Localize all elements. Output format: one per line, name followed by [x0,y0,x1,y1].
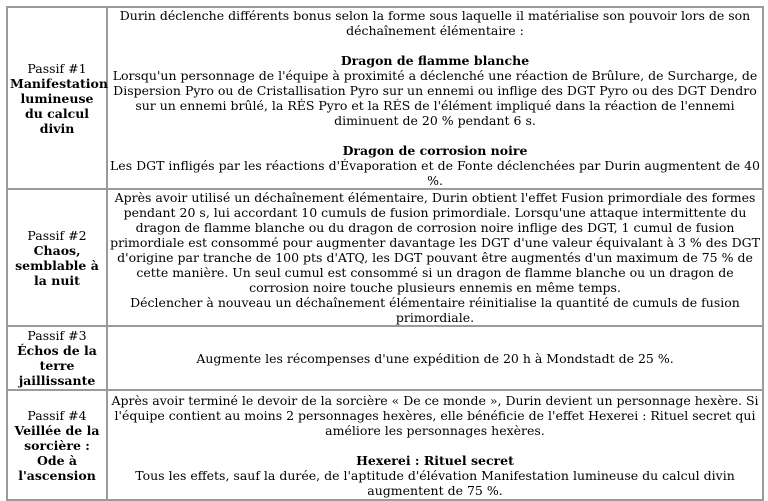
passive-description-text: Après avoir terminé le devoir de la sorcière « De ce monde », Durin devient un personnage hexère. Si l'équipe contient au moins 2 personnages hexères, elle bénéficie de l'effet Hexerei : Rituel secret qui améliore les personnages hexères. [111,392,759,438]
form-text-hexerei: Tous les effets, sauf la durée, de l'aptitude d'élévation Manifestation lumineuse du calcul divin augmentent de 75 %. [135,467,735,498]
form-title-hexerei: Hexerei : Rituel secret [356,452,514,468]
passive-title: Échos de la terre jaillissante [17,343,97,388]
passive-number: Passif #1 [27,60,87,76]
form-title-black-corrosion: Dragon de corrosion noire [342,143,528,158]
passive-number: Passif #2 [27,227,87,243]
passive-number: Passif #3 [27,328,87,343]
passive-number: Passif #4 [27,407,87,423]
passive-intro-text: Durin déclenche différents bonus selon la forme sous laquelle il matérialise son pouvoir lors de son déchaînement élémentaire : [119,8,751,38]
passive-name-cell-4 [7,390,107,500]
passive-description-text: Déclencher à nouveau un déchaînement élémentaire réinitialise la quantité de cumuls de fusion primordiale. [130,295,740,325]
passive-description-text: Augmente les récompenses d'une expédition de 20 h à Mondstadt de 25 %. [196,350,674,366]
passive-row-3 [7,326,763,390]
passive-title: Manifestation lumineuse du calcul divin [10,75,108,136]
passive-description-text: Après avoir utilisé un déchaînement élémentaire, Durin obtient l'effet Fusion primordiale des formes pendant 20 s, lui accordant 10 cumuls de fusion primordiale. Lorsqu'une attaque intermittente du dragon de flamme blanche ou du dragon de corrosion noire inflige des DGT, 1 cumul de fusion primordiale est consommé pour augmenter davantage les DGT d'une valeur équivalant à 3 % des DGT d'origine par tranche de 100 pts d'ATQ, les DGT pouvant être augmentés d'un maximum de 75 % de cette manière. Un seul cumul est consommé si un dragon de flamme blanche ou un dragon de corrosion noire touche plusieurs ennemis en même temps. [110,190,760,295]
passive-description-cell-2 [107,189,763,326]
form-text-black-corrosion: Les DGT infligés par les réactions d'Évaporation et de Fonte déclenchées par Durin augmentent de 40 %. [110,158,761,188]
passive-talents-table [6,6,764,501]
form-title-white-flame: Dragon de flamme blanche [340,53,530,68]
passive-row-4 [7,390,763,500]
paragraph-spacer [110,38,760,53]
passive-row-1 [7,7,763,189]
form-text-white-flame: Lorsqu'un personnage de l'équipe à proximité a déclenché une réaction de Brûlure, de Surcharge, de Dispersion Pyro ou de Cristallisation Pyro sur un ennemi ou inflige des DGT Pyro ou des DGT Dendro sur un ennemi brûlé, la RÉS Pyro et la RÉS de l'élément impliqué dans la réaction de l'ennemi diminuent de 20 % pendant 6 s. [112,68,758,128]
passive-name-cell-1 [7,7,107,189]
passive-name-cell-3 [7,326,107,390]
paragraph-spacer [110,128,760,143]
passive-title: Chaos, semblable à la nuit [15,242,99,288]
passive-description-cell-3 [107,326,763,390]
passive-title: Veillée de la sorcière : Ode à l'ascension [14,422,100,483]
passive-row-2 [7,189,763,326]
paragraph-spacer [110,438,760,453]
passive-description-cell-4 [107,390,763,500]
passive-name-cell-2 [7,189,107,326]
passive-description-cell-1 [107,7,763,189]
